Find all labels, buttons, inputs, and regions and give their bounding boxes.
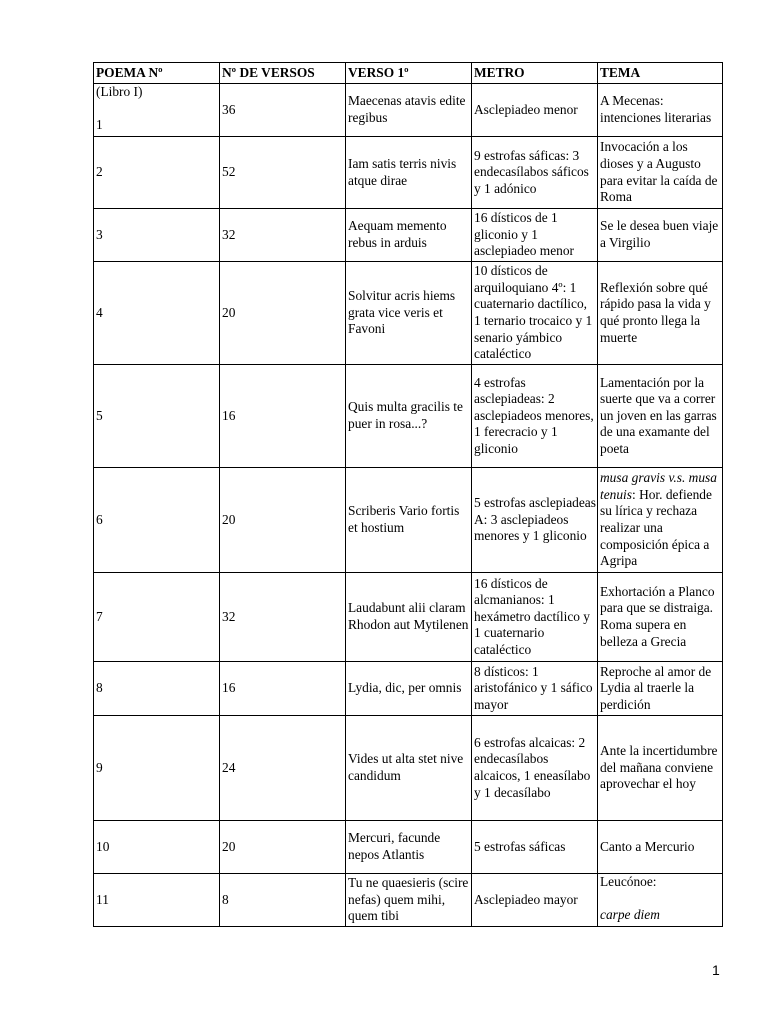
cell-tema: Canto a Mercurio — [598, 821, 723, 874]
table-row — [94, 365, 723, 468]
page-number: 1 — [712, 962, 720, 978]
cell-verso1: Tu ne quaesieris (scire nefas) quem mihi, quem tibi — [346, 874, 472, 927]
cell-verso1: Quis multa gracilis te puer in rosa...? — [346, 365, 472, 468]
cell-verso1: Lydia, dic, per omnis — [346, 662, 472, 716]
cell-versos: 20 — [220, 468, 346, 573]
table-row — [94, 137, 723, 209]
cell-tema: Exhortación a Planco para que se distraiga. Roma supera en belleza a Grecia — [598, 573, 723, 662]
table-row — [94, 573, 723, 662]
cell-versos: 24 — [220, 716, 346, 821]
table-row — [94, 662, 723, 716]
cell-metro: 10 dísticos de arquiloquiano 4º: 1 cuaternario dactílico, 1 ternario trocaico y 1 senario yámbico cataléctico — [472, 262, 598, 365]
cell-versos: 20 — [220, 821, 346, 874]
cell-metro: 5 estrofas asclepiadeas A: 3 asclepiadeos menores y 1 gliconio — [472, 468, 598, 573]
table-row — [94, 209, 723, 262]
cell-verso1: Vides ut alta stet nive candidum — [346, 716, 472, 821]
cell-metro: 16 dísticos de 1 gliconio y 1 asclepiadeo menor — [472, 209, 598, 262]
cell-versos: 20 — [220, 262, 346, 365]
cell-versos: 16 — [220, 365, 346, 468]
cell-poema: 10 — [94, 821, 220, 874]
cell-poema: 6 — [94, 468, 220, 573]
cell-verso1: Mercuri, facunde nepos Atlantis — [346, 821, 472, 874]
tema-italic: carpe diem — [600, 907, 660, 923]
cell-metro: 16 dísticos de alcmanianos: 1 hexámetro dactílico y 1 cuaternario cataléctico — [472, 573, 598, 662]
cell-poema: 9 — [94, 716, 220, 821]
poems-table — [93, 62, 723, 927]
cell-poema: 3 — [94, 209, 220, 262]
table-row — [94, 468, 723, 573]
cell-metro: 6 estrofas alcaicas: 2 endecasílabos alcaicos, 1 eneasílabo y 1 decasílabo — [472, 716, 598, 821]
cell-poema: 2 — [94, 137, 220, 209]
cell-metro: 8 dísticos: 1 aristofánico y 1 sáfico mayor — [472, 662, 598, 716]
cell-verso1: Maecenas atavis edite regibus — [346, 84, 472, 137]
table-row — [94, 716, 723, 821]
cell-metro: 5 estrofas sáficas — [472, 821, 598, 874]
table-row — [94, 821, 723, 874]
cell-verso1: Laudabunt alii claram Rhodon aut Mytilenen — [346, 573, 472, 662]
tema-italic: musa gravis v.s. musa tenuis — [600, 470, 717, 502]
cell-metro: Asclepiadeo mayor — [472, 874, 598, 927]
cell-tema — [598, 874, 723, 927]
cell-verso1: Scriberis Vario fortis et hostium — [346, 468, 472, 573]
cell-poema: 11 — [94, 874, 220, 927]
cell-metro: 9 estrofas sáficas: 3 endecasílabos sáficos y 1 adónico — [472, 137, 598, 209]
header-versos: Nº DE VERSOS — [220, 63, 346, 84]
cell-tema: Lamentación por la suerte que va a correr un joven en las garras de una examante del poeta — [598, 365, 723, 468]
cell-versos: 32 — [220, 209, 346, 262]
cell-tema: Reproche al amor de Lydia al traerle la perdición — [598, 662, 723, 716]
cell-metro: 4 estrofas asclepiadeas: 2 asclepiadeos menores, 1 ferecracio y 1 gliconio — [472, 365, 598, 468]
cell-tema: Se le desea buen viaje a Virgilio — [598, 209, 723, 262]
cell-verso1: Solvitur acris hiems grata vice veris et Favoni — [346, 262, 472, 365]
cell-versos: 8 — [220, 874, 346, 927]
cell-verso1: Iam satis terris nivis atque dirae — [346, 137, 472, 209]
tema-text: : Hor. defiende su lírica y rechaza realizar una composición épica a Agripa — [600, 486, 712, 569]
cell-poema: 4 — [94, 262, 220, 365]
cell-tema: A Mecenas: intenciones literarias — [598, 84, 723, 137]
header-poema: POEMA Nº — [94, 63, 220, 84]
cell-poema: 5 — [94, 365, 220, 468]
cell-tema: Ante la incertidumbre del mañana conviene aprovechar el hoy — [598, 716, 723, 821]
header-metro: METRO — [472, 63, 598, 84]
libro-label: (Libro I) — [96, 84, 143, 99]
cell-versos: 36 — [220, 84, 346, 137]
table-row — [94, 262, 723, 365]
cell-poema: 8 — [94, 662, 220, 716]
header-tema: TEMA — [598, 63, 723, 84]
header-verso1: VERSO 1º — [346, 63, 472, 84]
cell-tema — [598, 468, 723, 573]
cell-verso1: Aequam memento rebus in arduis — [346, 209, 472, 262]
table-row — [94, 874, 723, 927]
cell-tema: Reflexión sobre qué rápido pasa la vida y qué pronto llega la muerte — [598, 262, 723, 365]
cell-metro: Asclepiadeo menor — [472, 84, 598, 137]
cell-versos: 52 — [220, 137, 346, 209]
poema-number: 1 — [96, 117, 103, 133]
cell-tema: Invocación a los dioses y a Augusto para evitar la caída de Roma — [598, 137, 723, 209]
cell-versos: 32 — [220, 573, 346, 662]
cell-poema — [94, 84, 220, 137]
cell-versos: 16 — [220, 662, 346, 716]
table-header-row — [94, 63, 723, 84]
table-row — [94, 84, 723, 137]
cell-poema: 7 — [94, 573, 220, 662]
tema-text: Leucónoe: — [600, 874, 657, 889]
